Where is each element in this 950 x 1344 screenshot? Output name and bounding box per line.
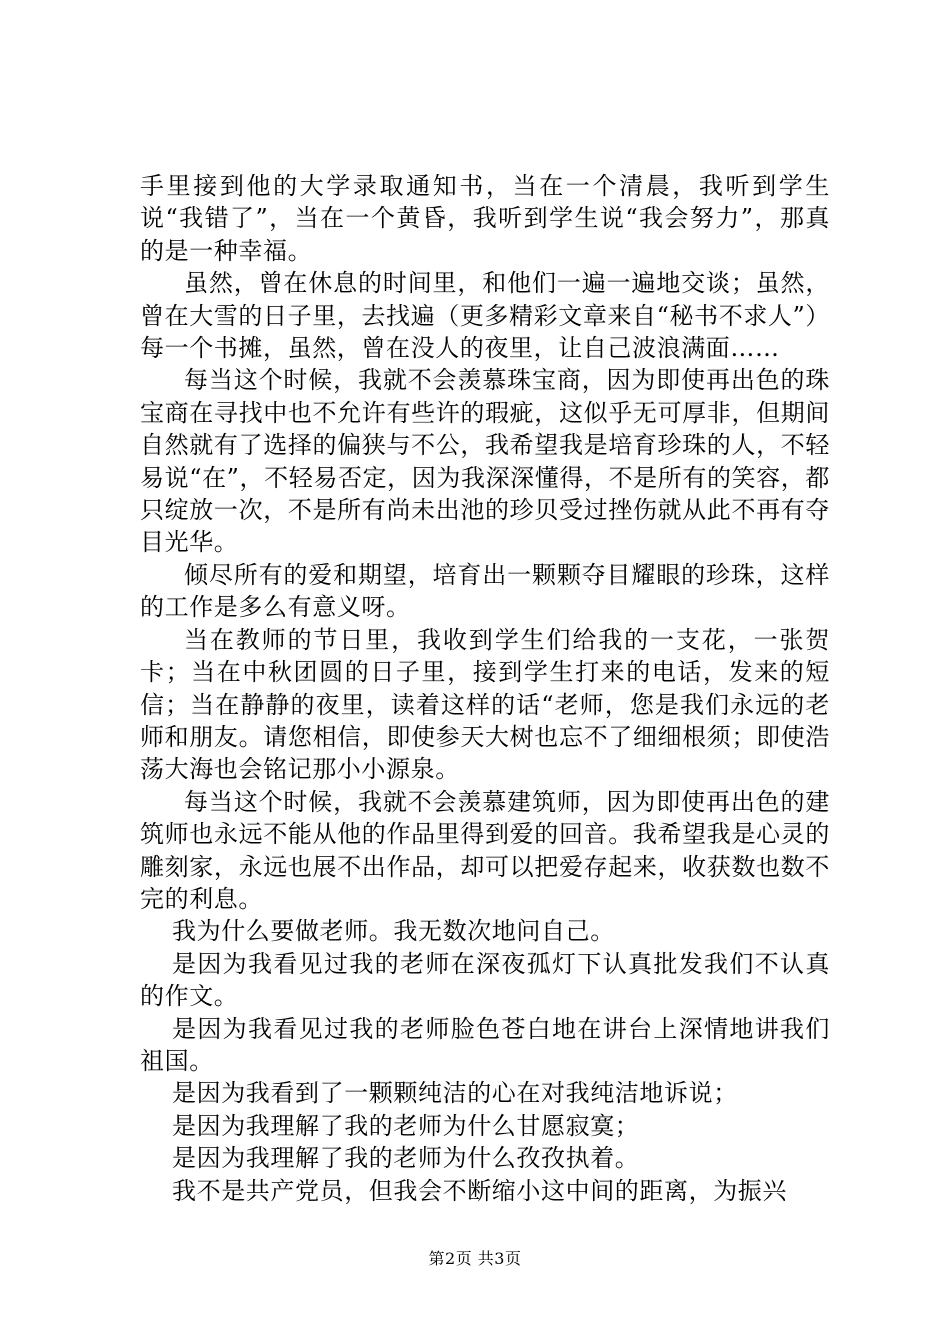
paragraph: 我不是共产党员，但我会不断缩小这中间的距离，为振兴	[172, 1176, 787, 1205]
paragraph: 我为什么要做老师。我无数次地问自己。	[172, 917, 615, 946]
paragraph: 当在教师的节日里，我收到学生们给我的一支花，一张贺卡；当在中秋团圆的日子里，接到学生打来的电话，发来的短信；当在静静的夜里，读着这样的话“老师，您是我们永远的老师和朋友。请您相信，即使参天大树也忘不了细细根须；即使浩荡大海也会铭记那小小源泉。	[140, 625, 830, 784]
paragraph: 是因为我看见过我的老师在深夜孤灯下认真批发我们不认真的作文。	[140, 949, 830, 1011]
page-number-footer: 第2页 共3页	[428, 1249, 522, 1268]
paragraph: 是因为我理解了我的老师为什么甘愿寂寞；	[172, 1111, 640, 1140]
paragraph: 手里接到他的大学录取通知书，当在一个清晨，我听到学生说“我错了”，当在一个黄昏，我听到学生说“我会努力”，那真的是一种幸福。	[140, 172, 830, 265]
paragraph: 是因为我看到了一颗颗纯洁的心在对我纯洁地诉说；	[172, 1079, 738, 1108]
paragraph: 倾尽所有的爱和期望，培育出一颗颗夺目耀眼的珍珠，这样的工作是多么有意义呀。	[140, 560, 830, 622]
paragraph: 每当这个时候，我就不会羡慕珠宝商，因为即使再出色的珠宝商在寻找中也不允许有些许的瑕疵，这似乎无可厚非，但期间自然就有了选择的偏狭与不公，我希望我是培育珍珠的人，不轻易说“在”，不轻易否定，因为我深深懂得，不是所有的笑容，都只绽放一次，不是所有尚未出池的珍贝受过挫伤就从此不再有夺目光华。	[140, 366, 830, 557]
paragraph: 虽然，曾在休息的时间里，和他们一遍一遍地交谈；虽然，曾在大雪的日子里，去找遍（更多精彩文章来自“秘书不求人”）每一个书摊，虽然，曾在没人的夜里，让自己波浪满面……	[140, 269, 830, 363]
paragraph: 是因为我理解了我的老师为什么孜孜执着。	[172, 1144, 640, 1173]
paragraph: 是因为我看见过我的老师脸色苍白地在讲台上深情地讲我们祖国。	[140, 1014, 830, 1075]
body-text	[140, 170, 830, 1207]
paragraph: 每当这个时候，我就不会羡慕建筑师，因为即使再出色的建筑师也永远不能从他的作品里得到爱的回音。我希望我是心灵的雕刻家，永远也展不出作品，却可以把爱存起来，收获数也数不完的利息。	[140, 787, 830, 913]
